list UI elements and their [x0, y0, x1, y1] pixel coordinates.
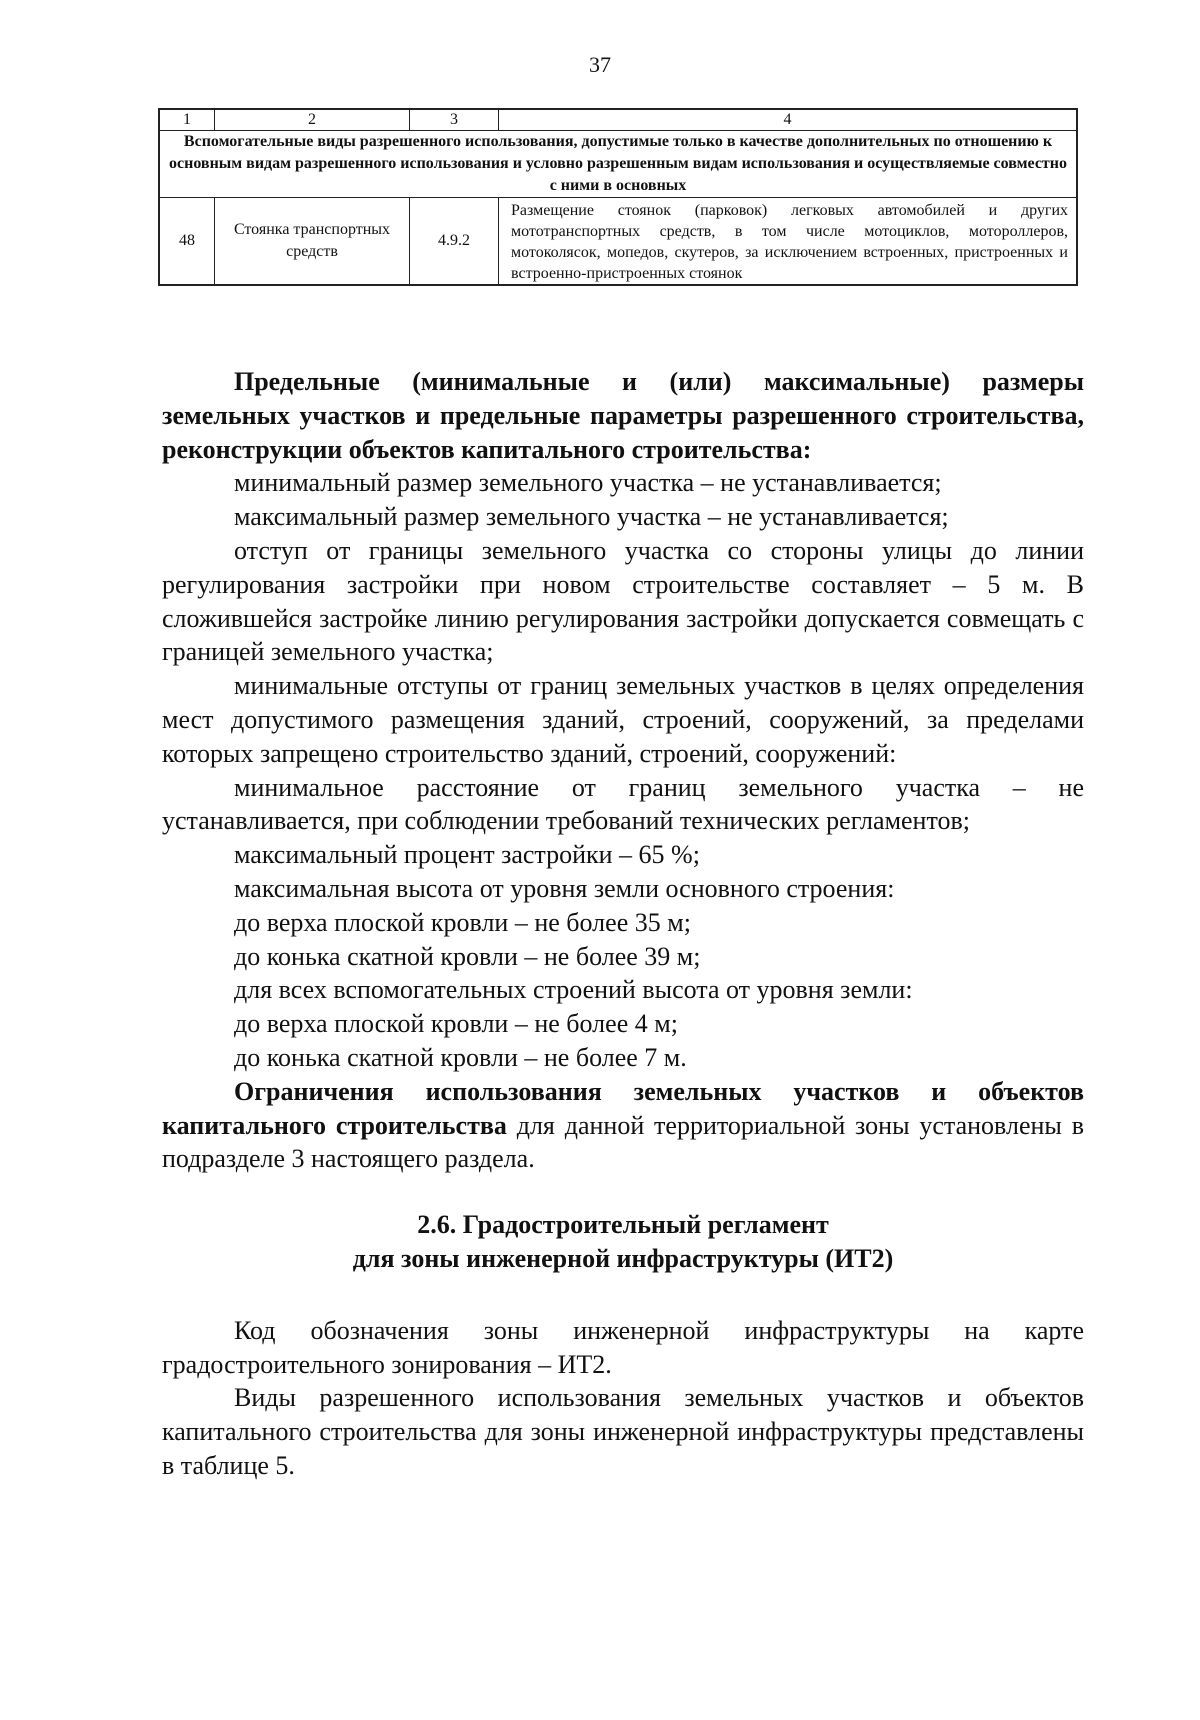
group-title: Вспомогательные виды разрешенного использования, допустимые только в качестве дополнительных по отношению к основным видам разрешенного использования и условно разрешенным видам использования и осуществляемые совместно с ними в основных — [159, 131, 1077, 198]
row-description: Размещение стоянок (парковок) легковых автомобилей и других мототранспортных средств, в том числе мотоциклов, мотороллеров, мотоколясок, мопедов, скутеров, за исключением встроенных, пристроенных и встроенно-пристроенных стоянок — [499, 198, 1078, 286]
param-flat-roof-aux: до верха плоской кровли – не более 4 м; — [234, 1009, 678, 1039]
row-number: 48 — [159, 198, 215, 286]
header-col-2: 2 — [215, 109, 410, 131]
document-body — [162, 365, 1084, 1483]
param-pitched-roof-aux: до конька скатной кровли – не более 7 м. — [234, 1042, 687, 1072]
param-max-size: максимальный размер земельного участка – не устанавливается; — [234, 502, 949, 532]
param-min-size: минимальный размер земельного участка – не устанавливается; — [234, 468, 942, 498]
table-row — [159, 198, 1077, 286]
section-heading: Предельные (минимальные и (или) максимальные) размеры земельных участков и предельные параметры разрешенного строительства, реконструкции объектов капитального строительства: — [162, 367, 1084, 464]
param-aux-height: для всех вспомогательных строений высота от уровня земли: — [234, 975, 913, 1005]
table-header-row — [159, 109, 1077, 131]
subsection-title-line-2: для зоны инженерной инфраструктуры (ИТ2) — [352, 1243, 894, 1273]
header-col-1: 1 — [159, 109, 215, 131]
header-col-4: 4 — [499, 109, 1078, 131]
table-group-row — [159, 131, 1077, 198]
param-flat-roof-main: до верха плоской кровли – не более 35 м; — [234, 907, 691, 937]
subsection-title-line-1: 2.6. Градостроительный регламент — [417, 1210, 829, 1240]
param-coverage: максимальный процент застройки – 65 %; — [234, 840, 700, 870]
row-use-name: Стоянка транспортных средств — [215, 198, 410, 286]
restrictions-rest: для данной территориальной зоны установлены в подразделе 3 настоящего раздела. — [162, 1110, 1084, 1174]
param-pitched-roof-main: до конька скатной кровли – не более 39 м; — [234, 941, 701, 971]
restrictions-bold: Ограничения использования земельных участков и объектов капитального строительства — [162, 1076, 1084, 1140]
zone-code-paragraph: Код обозначения зоны инженерной инфраструктуры на карте градостроительного зонирования – ИТ2. — [162, 1315, 1084, 1379]
row-use-code: 4.9.2 — [410, 198, 499, 286]
permitted-use-table — [158, 108, 1078, 286]
param-min-distance: минимальное расстояние от границ земельного участка – не устанавливается, при соблюдении требований технических регламентов; — [162, 772, 1084, 836]
param-min-setbacks: минимальные отступы от границ земельных участков в целях определения мест допустимого размещения зданий, строений, сооружений, за пределами которых запрещено строительство зданий, строений, сооружений: — [162, 671, 1084, 768]
header-col-3: 3 — [410, 109, 499, 131]
page-number: 37 — [589, 52, 611, 77]
permitted-uses-paragraph: Виды разрешенного использования земельных участков и объектов капитального строительства для зоны инженерной инфраструктуры представлены в таблице 5. — [162, 1383, 1084, 1480]
param-street-setback: отступ от границы земельного участка со стороны улицы до линии регулирования застройки при новом строительстве составляет – 5 м. В сложившейся застройке линию регулирования застройки допускается совмещать с границей земельного участка; — [162, 535, 1084, 667]
param-max-height: максимальная высота от уровня земли основного строения: — [234, 873, 895, 903]
restrictions-paragraph — [162, 1075, 1084, 1176]
